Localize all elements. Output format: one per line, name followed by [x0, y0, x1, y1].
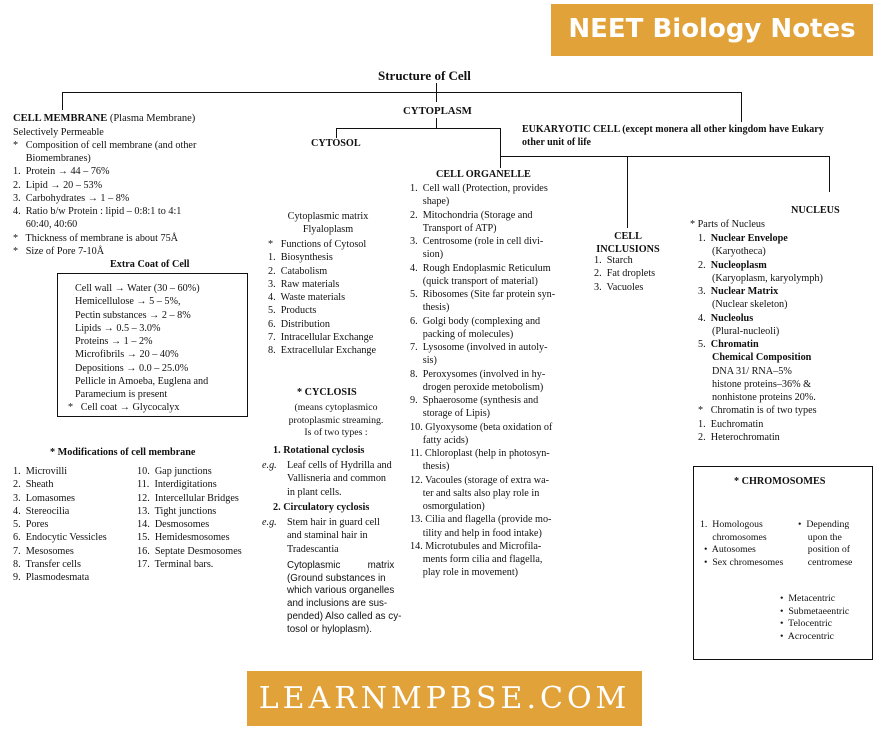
list-item: 7. Lysosome (involved in autoly- — [410, 342, 548, 353]
chromosome-line: position of — [798, 544, 850, 556]
part-number: 2. — [698, 259, 706, 271]
extra-coat-box — [57, 273, 248, 417]
connector — [436, 83, 437, 92]
composition-line: DNA 31/ RNA–5% — [712, 365, 792, 377]
eg-label: e.g. — [262, 517, 277, 528]
nucleus-part — [698, 338, 823, 351]
composition-line: histone proteins–36% & — [712, 378, 812, 390]
list-item: Pectin substances → 2 – 8% — [75, 309, 191, 321]
list-item: 12. Intercellular Bridges — [137, 492, 239, 504]
list-item: Depositions → 0.0 – 25.0% — [75, 362, 189, 374]
list-item: 2. Sheath — [13, 479, 54, 491]
part-detail: (Nuclear skeleton) — [712, 299, 788, 311]
list-item: 6. Endocytic Vessicles — [13, 532, 107, 544]
list-item: 16. Septate Desmosomes — [137, 545, 242, 557]
chromosome-line: 1. Homologous — [700, 519, 763, 530]
part-detail: (Karyotheca) — [712, 246, 766, 258]
connector — [829, 156, 830, 192]
list-item: 12. Vacoules (storage of extra wa- — [410, 474, 549, 486]
chromosome-type: • Submetaeentric — [780, 605, 850, 617]
list-item: 4. Waste materials — [268, 292, 346, 303]
list-item: osmorgulation) — [410, 501, 485, 512]
part-name: Nuclear Envelope — [710, 233, 788, 244]
cell-inclusions-list — [594, 254, 655, 294]
example-line: in plant cells. — [287, 486, 342, 498]
diagram-title: Structure of Cell — [378, 68, 471, 83]
cyclosis-desc-line: (means cytoplasmico — [294, 402, 378, 413]
list-item: * Cell coat → Glycocalyx — [68, 402, 180, 414]
list-item: 2. Mitochondria (Storage and — [410, 209, 533, 221]
banner-title: NEET Biology Notes — [551, 4, 873, 56]
list-item: 3. Lomasomes — [13, 492, 75, 504]
connector — [436, 92, 437, 102]
cell-membrane-heading-suffix: (Plasma Membrane) — [109, 113, 196, 124]
cell-organelle-list — [410, 182, 555, 580]
nucleus-heading: NUCLEUS — [791, 205, 840, 216]
list-item: 3. Carbohydrates → 1 – 8% — [13, 192, 130, 204]
note-line: which various organelles — [287, 585, 395, 597]
part-name: Chromatin — [710, 339, 759, 350]
chromosome-line: centromese — [798, 557, 853, 569]
eukaryotic-line: EUKARYOTIC CELL (except monera all other kingdom have Eukary — [522, 124, 824, 135]
connector — [500, 156, 830, 157]
connector — [436, 118, 437, 128]
cyclosis-example-2 — [287, 516, 380, 556]
chromosomes-right — [798, 519, 852, 570]
list-item: 6. Golgi body (complexing and — [410, 315, 541, 327]
list-item: (quick transport of material) — [410, 275, 538, 287]
list-item: 10. Gap junctions — [137, 466, 212, 477]
list-item: 2. Lipid → 20 – 53% — [13, 179, 103, 191]
list-item: Cell wall → Water (30 – 60%) — [75, 283, 200, 294]
note-line: (Ground substances in — [287, 572, 386, 584]
cytosol-functions — [268, 238, 376, 357]
list-item: sis) — [410, 355, 437, 367]
list-item: 2. Fat droplets — [594, 268, 656, 280]
list-item: Hemicellulose → 5 – 5%, — [75, 296, 181, 308]
modifications-col2 — [137, 465, 242, 571]
list-item: 14. Microtubules and Microfila- — [410, 540, 542, 552]
list-item: 13. Cilia and flagella (provide mo- — [410, 514, 552, 526]
list-item: drogen peroxide metobolism) — [410, 381, 544, 393]
list-item: 1. Protein → 44 – 76% — [13, 166, 110, 178]
cell-membrane-heading: CELL MEMBRANE — [13, 113, 108, 124]
chromatin-type: 2. Heterochromatin — [698, 431, 780, 443]
footer-site[interactable]: LEARNMPBSE.COM — [247, 671, 642, 726]
eukaryotic-line: other unit of life — [522, 137, 591, 148]
list-item: * Size of Pore 7-10Å — [13, 245, 105, 257]
nucleus-part — [698, 312, 823, 325]
part-number: 1. — [698, 233, 706, 244]
list-item: 4. Stereocilia — [13, 505, 70, 517]
cyclosis-type-rotational: 1. Rotational cyclosis — [273, 445, 365, 456]
list-item: 9. Sphaerosome (synthesis and — [410, 395, 539, 406]
part-number: 3. — [698, 286, 706, 297]
list-item: 17. Terminal bars. — [137, 558, 214, 570]
extra-coat-heading: Extra Coat of Cell — [110, 259, 190, 270]
list-item: 5. Pores — [13, 519, 49, 530]
list-item: packing of molecules) — [410, 328, 514, 340]
cytoplasm-heading: CYTOPLASM — [403, 105, 472, 117]
list-item: 3. Raw materials — [268, 278, 340, 290]
list-item: 6. Distribution — [268, 318, 330, 330]
nucleus-parts — [698, 232, 823, 444]
connector — [500, 128, 501, 168]
list-item: 9. Plasmodesmata — [13, 572, 90, 583]
note-line: Cytoplasmic matrix — [287, 560, 395, 571]
cyclosis-description — [268, 402, 404, 440]
cell-inclusions-heading — [592, 230, 664, 257]
list-item: 1. Cell wall (Protection, provides — [410, 183, 548, 194]
list-item: 1. Biosynthesis — [268, 252, 333, 264]
list-item: 8. Transfer cells — [13, 558, 81, 570]
connector — [62, 92, 63, 110]
list-item: 11. Interdigitations — [137, 479, 217, 491]
cytosol-intro-line: Cytoplasmic matrix — [287, 211, 369, 222]
example-line: Stem hair in guard cell — [287, 517, 380, 528]
cytosol-heading: CYTOSOL — [311, 138, 361, 149]
list-item: sion) — [410, 249, 444, 261]
list-item: 10. Glyoxysome (beta oxidation of — [410, 421, 553, 433]
part-number: 4. — [698, 312, 706, 324]
list-item: Paramecium is present — [75, 389, 168, 400]
example-line: Tradescantia — [287, 543, 339, 555]
part-detail: (Karyoplasm, karyolymph) — [712, 272, 823, 284]
list-item: Lipids → 0.5 – 3.0% — [75, 322, 161, 334]
part-name: Nuclear Matrix — [710, 286, 779, 297]
chromatin-types-label: * Chromatin is of two types — [698, 405, 817, 417]
part-detail: Chemical Composition — [712, 352, 812, 364]
list-item: 5. Products — [268, 305, 317, 317]
list-item: ments form cilia and flagella, — [410, 554, 543, 565]
list-item: 1. Microvilli — [13, 466, 68, 477]
example-line: and staminal hair in — [287, 530, 368, 542]
cyclosis-type-circulatory: 2. Circulatory cyclosis — [273, 502, 370, 513]
part-number: 5. — [698, 339, 706, 350]
list-item: Microfibrils → 20 – 40% — [75, 349, 179, 361]
composition-line: nonhistone proteins 20%. — [712, 392, 816, 403]
eg-label: e.g. — [262, 460, 277, 471]
cell-organelle-heading: CELL ORGANELLE — [436, 169, 531, 180]
list-item: 1. Starch — [594, 255, 633, 266]
list-item: tility and help in food intake) — [410, 527, 542, 539]
chromosome-line: • Sex chromesomes — [704, 557, 784, 569]
nucleus-part — [698, 259, 823, 272]
list-item: 8. Peroxysomes (involved in hy- — [410, 368, 546, 380]
cyclosis-desc-line: protoplasmic streaming. — [288, 414, 384, 426]
heading-line: CELL — [614, 231, 642, 242]
chromosomes-heading: * CHROMOSOMES — [734, 476, 826, 487]
part-name: Nucleoplasm — [710, 259, 767, 271]
extra-coat-list — [68, 282, 247, 415]
list-item: shape) — [410, 196, 450, 208]
nucleus-parts-label: * Parts of Nucleus — [690, 219, 765, 230]
list-item: play role in movement) — [410, 567, 519, 579]
chromosome-line: upon the — [798, 531, 842, 543]
list-item: Transport of ATP) — [410, 222, 497, 234]
list-item: 3. Vacuoles — [594, 281, 644, 293]
cyclosis-desc-line: Is of two types : — [304, 427, 368, 439]
list-item: 3. Centrosome (role in cell divi- — [410, 236, 544, 247]
chromosome-type: • Telocentric — [780, 618, 833, 630]
list-item: thesis) — [410, 302, 450, 314]
heading-line: INCLUSIONS — [596, 244, 660, 256]
eukaryotic-cell-note — [522, 123, 824, 149]
part-detail: (Plural-nucleoli) — [712, 325, 780, 337]
list-item: Pellicle in Amoeba, Euglena and — [75, 375, 209, 387]
cytosol-intro — [268, 210, 388, 237]
nucleus-part — [698, 232, 823, 245]
list-item: 5. Ribosomes (Site far protein syn- — [410, 289, 556, 300]
chromosome-line: • Depending — [798, 519, 850, 530]
chromosome-line: chromosomes — [700, 531, 767, 543]
cell-membrane-section — [13, 112, 196, 258]
chromosome-line: • Autosomes — [704, 544, 756, 556]
list-item: 8. Extracellular Exchange — [268, 345, 377, 356]
list-item: Biomembranes) — [13, 153, 91, 165]
part-name: Nucleolus — [710, 312, 754, 324]
list-item: storage of Lipis) — [410, 408, 491, 420]
chromosome-type: • Metacentric — [780, 593, 836, 604]
chromosomes-left — [700, 519, 783, 570]
list-item: 2. Catabolism — [268, 265, 328, 277]
cell-membrane-subtitle: Selectively Permeable — [13, 126, 104, 138]
cyclosis-example-1 — [287, 459, 392, 499]
list-item: 11. Chloroplast (help in photosyn- — [410, 448, 550, 459]
note-line: pended) Also called as cy- — [287, 610, 402, 622]
cytosol-intro-line: Flyaloplasm — [302, 224, 354, 236]
chromatin-type: 1. Euchromatin — [698, 418, 764, 430]
list-item: thesis) — [410, 461, 450, 473]
connector — [741, 92, 742, 122]
list-item: 7. Intracellular Exchange — [268, 331, 374, 343]
chromosomes-box — [693, 466, 873, 660]
note-line: and inclusions are sus- — [287, 598, 388, 610]
list-item: * Composition of cell membrane (and other — [13, 139, 197, 151]
connector — [62, 92, 742, 93]
list-item: ter and salts also play role in — [410, 487, 540, 499]
connector — [627, 156, 628, 228]
list-item: 15. Hemidesmosomes — [137, 532, 230, 544]
list-item: Proteins → 1 – 2% — [75, 336, 153, 347]
list-item: 13. Tight junctions — [137, 505, 217, 517]
note-line: tosol or hyloplasm). — [287, 623, 372, 635]
list-item: fatty acids) — [410, 434, 469, 446]
nucleus-part — [698, 285, 823, 298]
chromosome-type: • Acrocentric — [780, 631, 835, 643]
example-line: Vallisneria and common — [287, 473, 387, 485]
list-item: * Functions of Cytosol — [268, 239, 367, 250]
cell-membrane-list — [13, 139, 196, 258]
list-item: 4. Ratio b/w Protein : lipid – 0:8:1 to 4:1 — [13, 206, 182, 218]
list-item: 60:40, 40:60 — [13, 219, 78, 231]
list-item: 4. Rough Endoplasmic Reticulum — [410, 262, 551, 274]
example-line: Leaf cells of Hydrilla and — [287, 460, 392, 471]
cyclosis-heading: * CYCLOSIS — [297, 387, 357, 398]
list-item: 7. Mesosomes — [13, 545, 74, 557]
connector — [336, 128, 501, 129]
cytoplasmic-matrix-note — [287, 560, 401, 636]
modifications-col1 — [13, 465, 107, 584]
chromosome-types — [780, 593, 849, 644]
list-item: * Thickness of membrane is about 75Å — [13, 232, 179, 244]
list-item: 14. Desmosomes — [137, 519, 210, 530]
modifications-heading: * Modifications of cell membrane — [50, 447, 196, 458]
